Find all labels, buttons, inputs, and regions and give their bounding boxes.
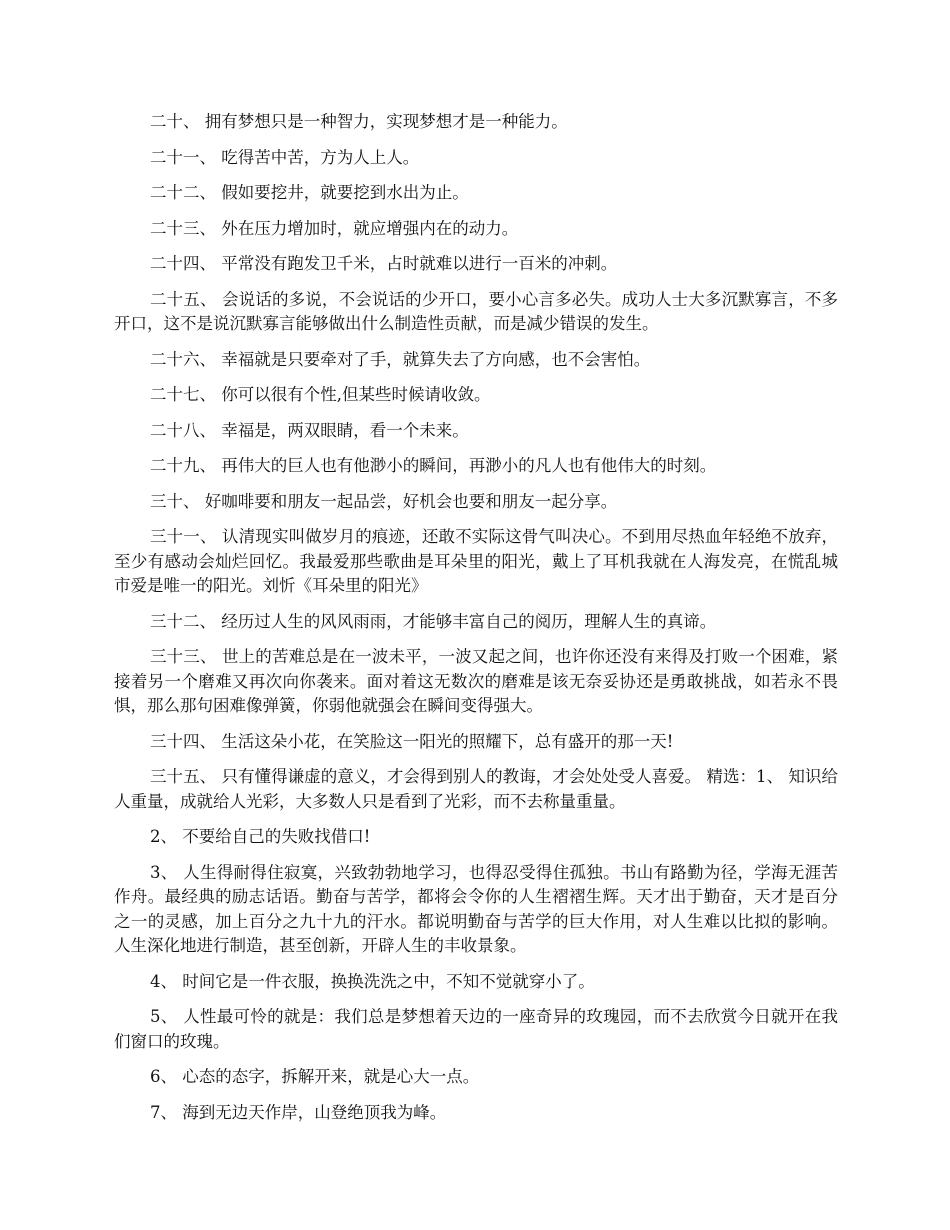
paragraph: 5、 人性最可怜的就是：我们总是梦想着天边的一座奇异的玫瑰园，而不去欣赏今日就开在我们窗口的玫瑰。 [114, 1007, 838, 1051]
paragraph: 3、 人生得耐得住寂寞，兴致勃勃地学习，也得忍受得住孤独。书山有路勤为径，学海无涯苦作舟。最经典的励志话语。勤奋与苦学，都将会令你的人生褶褶生辉。天才出于勤奋，天才是百分之一的灵感，加上百分之九十九的汗水。都说明勤奋与苦学的巨大作用，对人生难以比拟的影响。人生深化地进行制造，甚至创新，开辟人生的丰收景象。 [114, 862, 838, 955]
paragraph: 4、 时间它是一件衣服，换换洗洗之中，不知不觉就穿小了。 [150, 971, 595, 991]
paragraph: 二十五、 会说话的多说，不会说话的少开口，要小心言多必失。成功人士大多沉默寡言，不多开口，这不是说沉默寡言能够做出什么制造性贡献，而是减少错误的发生。 [114, 289, 838, 333]
paragraph: 三十三、 世上的苦难总是在一波未平，一波又起之间，也许你还没有来得及打败一个困难，紧接着另一个磨难又再次向你袭来。面对着这无数次的磨难是该无奈妥协还是勇敢挑战，如若永不畏惧，那么那句困难像弹簧，你弱他就强会在瞬间变得强大。 [114, 647, 838, 715]
paragraph: 二十六、 幸福就是只要牵对了手，就算失去了方向感，也不会害怕。 [150, 349, 651, 369]
paragraph: 二十七、 你可以很有个性,但某些时候请收敛。 [150, 385, 491, 404]
paragraph: 二十三、 外在压力增加时，就应增强内在的动力。 [150, 218, 519, 238]
paragraph: 二十、 拥有梦想只是一种智力，实现梦想才是一种能力。 [150, 112, 568, 131]
paragraph: 二十九、 再伟大的巨人也有他渺小的瞬间，再渺小的凡人也有他伟大的时刻。 [150, 456, 717, 475]
paragraph: 二十四、 平常没有跑发卫千米，占时就难以进行一百米的冲刺。 [150, 254, 618, 273]
paragraph: 三十一、 认清现实叫做岁月的痕迹，还敢不实际这骨气叫决心。不到用尽热血年轻绝不放弃，至少有感动会灿烂回忆。我最爱那些歌曲是耳朵里的阳光，戴上了耳机我就在人海发亮，在慌乱城市爱是唯一的阳光。刘忻《耳朵里的阳光》 [114, 527, 838, 595]
document-body [114, 110, 838, 1136]
paragraph: 二十二、 假如要挖井，就要挖到水出为止。 [150, 183, 469, 202]
paragraph: 三十四、 生活这朵小花，在笑脸这一阳光的照耀下，总有盛开的那一天! [150, 731, 674, 751]
paragraph: 7、 海到无边天作岸，山登绝顶我为峰。 [150, 1102, 447, 1122]
paragraph: 三十二、 经历过人生的风风雨雨，才能够丰富自己的阅历，理解人生的真谛。 [150, 611, 717, 631]
paragraph: 三十五、 只有懂得谦虚的意义，才会得到别人的教诲，才会处处受人喜爱。 精选：1、 知识给人重量，成就给人光彩，大多数人只是看到了光彩，而不去称量重量。 [114, 767, 838, 811]
paragraph: 三十、 好咖啡要和朋友一起品尝，好机会也要和朋友一起分享。 [150, 491, 618, 511]
paragraph: 二十八、 幸福是，两双眼睛，看一个未来。 [150, 420, 469, 440]
paragraph: 6、 心态的态字，拆解开来，就是心大一点。 [150, 1067, 480, 1086]
paragraph: 二十一、 吃得苦中苦，方为人上人。 [150, 147, 420, 167]
paragraph: 2、 不要给自己的失败找借口! [150, 827, 371, 846]
